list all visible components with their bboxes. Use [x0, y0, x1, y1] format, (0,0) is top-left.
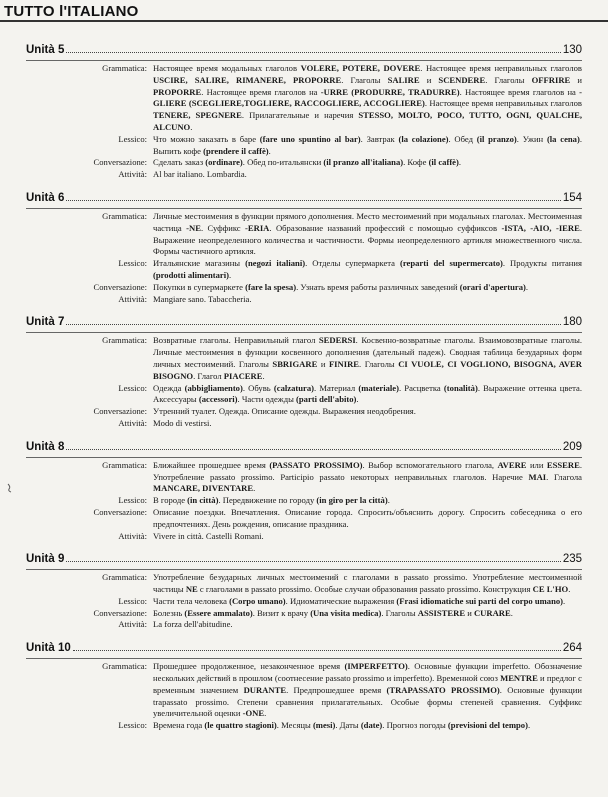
bold-term: (reparti del supermercato) — [400, 258, 503, 269]
text-segment: Прошедшее продолженное, незаконченное время — [153, 661, 345, 672]
text-segment: Болезнь — [153, 607, 185, 618]
unit-rule — [26, 457, 582, 458]
text-segment: . Передвижение по городу — [218, 495, 317, 506]
bold-term: DURANTE — [243, 684, 287, 695]
dot-leader — [73, 650, 561, 651]
text-segment: . — [228, 269, 232, 280]
topic-text — [153, 134, 582, 158]
text-segment: Описание поездки. Впечатления. Описание города. Спросить/объяснить дорогу. Спросить собеседника о его предпочтениях. День рождения, описание праздника. — [153, 506, 582, 529]
text-segment: . Основные функции trapassato prossimo. Степени сравнения прилагательных. Особые формы степеней сравнения. Суффикс увеличительной оценки — [153, 684, 582, 719]
text-segment: . Прогноз погоды — [382, 720, 448, 731]
topic-text — [153, 608, 582, 620]
text-segment: . Выражение оттенка цвета. Аксессуары — [153, 382, 583, 405]
text-segment: Al bar italiano. Lombardia. — [153, 169, 247, 180]
bold-term: (Una visita medica) — [310, 607, 382, 618]
bold-term: -ONE — [242, 708, 265, 719]
topic-text — [153, 720, 582, 732]
bold-term: (la cena) — [546, 133, 580, 144]
unit-rule — [26, 332, 582, 333]
topic-label: Grammatica: — [102, 63, 147, 73]
dot-leader — [66, 449, 560, 450]
unit-heading[interactable] — [26, 316, 582, 330]
unit-rule — [26, 658, 582, 659]
bold-term: (prendere il caffè) — [203, 145, 269, 156]
bold-term: (il pranzo all'italiana) — [323, 157, 404, 168]
unit-heading[interactable] — [26, 441, 582, 455]
unit-heading[interactable] — [26, 553, 582, 567]
text-segment: и — [317, 358, 329, 369]
bold-term: SCENDERE — [438, 74, 486, 85]
topic-text — [153, 460, 582, 495]
text-segment: . Глагол — [193, 370, 224, 381]
topic-row — [26, 608, 582, 620]
topic-label: Conversazione: — [93, 506, 147, 517]
text-segment: . — [568, 584, 571, 595]
page-number: 209 — [562, 440, 582, 453]
unit-title: Unità 8 — [26, 440, 65, 453]
bold-term: (le quattro stagioni) — [204, 720, 277, 731]
bold-term: -GLIERE (SCEGLIERE,TOGLIERE, RACCOGLIERE, ACCOGLIERE) — [153, 86, 582, 109]
unit-title: Unità 7 — [26, 316, 65, 329]
unit-heading[interactable] — [26, 44, 582, 58]
unit-section — [26, 316, 582, 429]
topic-text — [153, 383, 582, 407]
dot-leader — [66, 324, 560, 325]
bold-term: PROPORRE — [153, 86, 202, 97]
bold-term: SEDERSI — [318, 335, 356, 346]
text-segment: и — [570, 74, 582, 85]
bold-term: (negozi italiani) — [245, 258, 306, 269]
bold-term: (ordinare) — [205, 157, 243, 168]
topic-row — [26, 294, 582, 306]
text-segment: . Материал — [313, 382, 359, 393]
text-segment: Modo di vestirsi. — [153, 417, 212, 428]
bold-term: (TRAPASSATO PROSSIMO) — [386, 684, 500, 695]
text-segment: Mangiare sano. Tabaccheria. — [153, 293, 252, 304]
topic-text — [153, 169, 582, 181]
bold-term: FINIRE — [328, 358, 360, 369]
text-segment: . Продукты питания — [502, 258, 582, 269]
text-segment: . Месяцы — [276, 720, 313, 731]
text-segment: Одежда — [153, 382, 185, 393]
bold-term: CE L'HO — [532, 584, 569, 595]
text-segment: . Суффикс — [200, 222, 246, 233]
topic-row — [26, 63, 582, 134]
text-segment: . Прилагательные и наречия — [241, 110, 359, 121]
text-segment: . Настоящее время глаголов на — [459, 86, 580, 97]
text-segment: . — [253, 483, 256, 494]
bold-term: (date) — [360, 720, 383, 731]
bold-term: (in città) — [187, 495, 219, 506]
topic-text — [153, 406, 582, 418]
bold-term: TENERE, SPEGNERE — [153, 110, 242, 121]
topic-label: Attività: — [118, 169, 147, 180]
topic-text — [153, 619, 582, 631]
text-segment: и предлог с временным значением — [153, 673, 582, 695]
topic-label: Lessico: — [118, 595, 147, 606]
text-segment: . — [510, 607, 513, 618]
bold-term: (in giro per la città) — [316, 495, 388, 506]
topic-label: Grammatica: — [102, 459, 147, 470]
table-of-contents — [26, 44, 582, 743]
bold-term: (Frasi idiomatiche sui parti del corpo umano) — [396, 595, 564, 606]
topic-text — [153, 572, 582, 596]
text-segment: . — [190, 121, 193, 132]
book-title: TUTTO l'ITALIANO — [4, 3, 139, 20]
topic-row — [26, 157, 582, 169]
topic-row — [26, 619, 582, 631]
topic-label: Conversazione: — [93, 406, 147, 417]
text-segment: Настоящее время модальных глаголов — [153, 63, 301, 73]
bold-term: CURARE — [473, 607, 511, 618]
bold-term: ASSISTERE — [417, 607, 466, 618]
text-segment: Vivere in città. Castelli Romani. — [153, 530, 264, 541]
page-header — [0, 0, 608, 30]
topic-row — [26, 418, 582, 430]
topic-row — [26, 495, 582, 507]
topic-row — [26, 282, 582, 294]
text-segment: Покупки в супермаркете — [153, 281, 246, 292]
text-segment: . Образование названий профессий с помощью суффиксов — [269, 222, 502, 233]
text-segment: . Даты — [335, 720, 361, 731]
text-segment: . Части одежды — [237, 394, 296, 405]
bold-term: (prodotti alimentari) — [153, 269, 229, 280]
unit-heading[interactable] — [26, 192, 582, 206]
pen-mark — [7, 483, 13, 493]
bold-term: SALIRE — [387, 74, 420, 85]
topic-text — [153, 507, 582, 531]
bold-term: (il pranzo) — [476, 133, 517, 144]
topic-row — [26, 383, 582, 407]
bold-term: (abbigliamento) — [184, 382, 243, 393]
topic-text — [153, 531, 582, 543]
text-segment: . — [458, 157, 462, 168]
bold-term: MANCARE, DIVENTARE — [153, 483, 254, 494]
text-segment: . Настоящее время неправильных глаголов — [420, 63, 582, 73]
bold-term: -ISTA, -AIO, -IERE — [501, 222, 580, 233]
topic-text — [153, 596, 582, 608]
text-segment: . Глаголы — [359, 358, 399, 369]
text-segment: . Визит к врачу — [252, 607, 311, 618]
bold-term: PIACERE — [223, 370, 263, 381]
bold-term: (accessori) — [198, 394, 238, 405]
text-segment: . Обед — [448, 133, 477, 144]
bold-term: (Corpo umano) — [229, 595, 286, 606]
text-segment: . Отделы супермаркета — [305, 258, 400, 269]
text-segment: . — [527, 720, 531, 731]
topic-label: Lessico: — [118, 720, 147, 731]
text-segment: . Кофе — [403, 157, 429, 168]
unit-section — [26, 192, 582, 305]
bold-term: SBRIGARE — [272, 358, 318, 369]
unit-section — [26, 441, 582, 543]
bold-term: VOLERE, POTERE, DOVERE — [300, 63, 421, 73]
topic-row — [26, 460, 582, 495]
topic-label: Attività: — [118, 417, 147, 428]
unit-section — [26, 44, 582, 181]
bold-term: (tonalità) — [443, 382, 478, 393]
topic-label: Lessico: — [118, 258, 147, 269]
topic-label: Attività: — [118, 530, 147, 541]
topic-text — [153, 157, 582, 169]
text-segment: . Глаголы — [341, 74, 388, 85]
text-segment: Личные местоимения в функции прямого дополнения. Место местоимений при модальных глаголах. Местоименная частица — [153, 210, 582, 233]
text-segment: . Ужин — [516, 133, 547, 144]
topic-row — [26, 596, 582, 608]
unit-title: Unità 5 — [26, 44, 65, 56]
bold-term: (il caffè) — [428, 157, 459, 168]
text-segment: . Предпрошедшее время — [286, 684, 387, 695]
text-segment: . Идиоматические выражения — [285, 595, 397, 606]
topic-label: Lessico: — [118, 495, 147, 506]
text-segment: Употребление безударных личных местоимений с глаголами в passato prossimo. Употребление местоименной частицы — [153, 572, 582, 595]
unit-heading[interactable] — [26, 642, 582, 656]
bold-term: MAI — [528, 471, 547, 482]
bold-term: CI VUOLE, CI VOGLIONO, BISOGNA, AVER BISOGNO — [153, 358, 582, 381]
text-segment: Что можно заказать в баре — [153, 133, 260, 144]
text-segment: . Обед по-итальянски — [242, 157, 324, 168]
text-segment: . — [387, 495, 390, 506]
topic-text — [153, 335, 582, 382]
bold-term: (IMPERFETTO) — [344, 661, 408, 672]
page-number: 130 — [562, 44, 582, 56]
text-segment: и — [419, 74, 439, 85]
text-segment: . Настоящее время глаголов на — [201, 86, 321, 97]
text-segment: . — [264, 708, 267, 719]
page-number: 154 — [562, 191, 582, 204]
text-segment: Итальянские магазины — [153, 258, 246, 269]
topic-text — [153, 282, 582, 294]
topic-row — [26, 507, 582, 531]
text-segment: Утренний туалет. Одежда. Описание одежды. Выражения неодобрения. — [153, 406, 416, 417]
topic-row — [26, 134, 582, 158]
topic-text — [153, 661, 582, 720]
bold-term: -URRE (PRODURRE, TRADURRE) — [320, 86, 460, 97]
unit-title: Unità 9 — [26, 553, 65, 566]
unit-title: Unità 6 — [26, 191, 65, 204]
text-segment: с глаголами в passato prossimo. Особые случаи образования passato prossimo. Конструкция — [197, 584, 533, 595]
text-segment: . — [262, 370, 265, 381]
topic-label: Conversazione: — [93, 157, 147, 168]
bold-term: (parti dell'abito) — [296, 394, 357, 405]
text-segment: Возвратные глаголы. Неправильный глагол — [153, 335, 319, 346]
text-segment: . Выпить кофе — [153, 133, 582, 156]
page-number: 264 — [562, 642, 582, 655]
unit-title: Unità 10 — [26, 642, 71, 655]
page-number: 180 — [562, 316, 582, 329]
bold-term: NE — [185, 584, 198, 595]
dot-leader — [66, 561, 560, 562]
unit-section — [26, 553, 582, 631]
text-segment: . — [563, 595, 566, 606]
text-segment: В городе — [153, 495, 188, 506]
bold-term: (calzatura) — [273, 382, 314, 393]
topic-text — [153, 418, 582, 430]
topic-text — [153, 258, 582, 282]
text-segment: . — [356, 394, 359, 405]
topic-row — [26, 720, 582, 732]
unit-rule — [26, 208, 582, 209]
topic-row — [26, 211, 582, 258]
topic-row — [26, 258, 582, 282]
topic-text — [153, 63, 582, 134]
bold-term: (fare la spesa) — [245, 281, 297, 292]
dot-leader — [66, 200, 560, 201]
bold-term: USCIRE, SALIRE, RIMANERE, PROPORRE — [153, 74, 342, 85]
topic-label: Conversazione: — [93, 607, 147, 618]
text-segment: . Глагола — [546, 471, 582, 482]
text-segment: . Глаголы — [381, 607, 418, 618]
text-segment: . Выбор вспомогательного глагола, — [362, 459, 498, 470]
topic-row — [26, 335, 582, 382]
text-segment: . Настоящее время неправильных глаголов — [424, 98, 582, 109]
topic-label: Grammatica: — [102, 335, 147, 346]
bold-term: (orari d'apertura) — [459, 281, 526, 292]
unit-rule — [26, 569, 582, 570]
topic-label: Grammatica: — [102, 210, 147, 221]
bold-term: MENTRE — [500, 673, 538, 684]
topic-label: Conversazione: — [93, 281, 147, 292]
text-segment: . — [525, 281, 529, 292]
bold-term: (previsioni del tempo) — [447, 720, 528, 731]
bold-term: (materiale) — [358, 382, 399, 393]
text-segment: Сделать заказ — [153, 157, 206, 168]
bold-term: (PASSATO PROSSIMO) — [269, 459, 363, 470]
text-segment: . Косвенно-возвратные глаголы. Взаимовозвратные глаголы. Личные местоимения в функции косвенного дополнения (дательный падеж). Сводная таблица безударных форм личных местоимений. Глаголы — [153, 335, 582, 369]
topic-row — [26, 406, 582, 418]
text-segment: . Употребление passato prossimo. Participio passato некоторых неправильных глаголов. Наречие — [153, 459, 582, 482]
text-segment: Времена года — [153, 720, 205, 731]
text-segment: . Глаголы — [485, 74, 532, 85]
text-segment: . Обувь — [242, 382, 274, 393]
text-segment: . Расцветка — [398, 382, 444, 393]
bold-term: OFFRIRE — [531, 74, 571, 85]
topic-text — [153, 211, 582, 258]
unit-rule — [26, 60, 582, 61]
bold-term: (fare uno spuntino al bar) — [259, 133, 361, 144]
topic-row — [26, 169, 582, 181]
topic-label: Lessico: — [118, 133, 147, 144]
text-segment: . Основные функции imperfetto. Обозначение нескольких действий в прошлом (соотнесение passato prossimo и imperfetto). Временной союз — [153, 661, 583, 684]
topic-row — [26, 661, 582, 720]
topic-row — [26, 531, 582, 543]
text-segment: Ближайшее прошедшее время — [153, 459, 270, 470]
text-segment: . Узнать время работы различных заведений — [296, 281, 460, 292]
bold-term: (mesi) — [312, 720, 336, 731]
bold-term: STESSO, MOLTO, POCO, TUTTO, OGNI, QUALCHE, ALCUNO — [153, 110, 582, 132]
topic-label: Attività: — [118, 293, 147, 304]
bold-term: AVERE — [497, 459, 527, 470]
topic-row — [26, 572, 582, 596]
topic-label: Grammatica: — [102, 572, 147, 583]
bold-term: -ERIA — [245, 222, 270, 233]
text-segment: и — [465, 607, 474, 618]
text-segment: или — [526, 459, 547, 470]
topic-text — [153, 294, 582, 306]
topic-label: Lessico: — [118, 382, 147, 393]
header-rule — [0, 20, 608, 22]
unit-section — [26, 642, 582, 732]
text-segment: La forza dell'abitudine. — [153, 619, 233, 630]
page-number: 235 — [562, 553, 582, 566]
topic-text — [153, 495, 582, 507]
text-segment: . Завтрак — [360, 133, 399, 144]
bold-term: (Essere ammalato) — [184, 607, 253, 618]
bold-term: (la colazione) — [398, 133, 449, 144]
text-segment: Части тела человека — [153, 595, 230, 606]
topic-label: Grammatica: — [102, 661, 147, 672]
dot-leader — [66, 52, 560, 53]
bold-term: -NE — [186, 222, 201, 233]
text-segment: . Выражение неопределенного количества и частичности. Формы неопределенного артикля множественного числа. Формы частичного артикля. — [153, 222, 582, 257]
bold-term: ESSERE — [546, 459, 580, 470]
text-segment: . — [268, 145, 271, 156]
topic-label: Attività: — [118, 619, 147, 630]
